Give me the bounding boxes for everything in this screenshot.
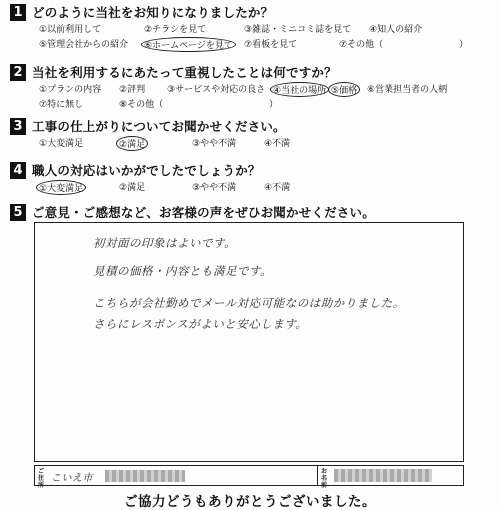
option-4-selected[interactable]: ④当社の場所 <box>270 82 329 97</box>
option-other-close: ） <box>269 100 279 110</box>
redacted-address <box>105 470 185 482</box>
option-4[interactable]: ④不満 <box>264 139 291 149</box>
name-label: お名前 <box>320 468 327 489</box>
question-number: 2 <box>10 64 26 81</box>
comment-line: 見積の価格・内容とも満足です。 <box>93 264 273 278</box>
comment-box[interactable] <box>34 222 464 462</box>
option-1[interactable]: ①大変満足 <box>39 139 84 149</box>
option-3[interactable]: ③サービスや対応の良さ <box>167 85 266 95</box>
option-5[interactable]: ⑤管理会社からの紹介 <box>39 40 129 50</box>
options-row <box>39 37 494 52</box>
address-label: ご住所 <box>37 468 44 489</box>
question-text: ご意見・ご感想など、お客様の声をぜひお聞かせください。 <box>32 205 375 220</box>
question-text: 工事の仕上がりについてお聞かせください。 <box>32 119 286 134</box>
option-other[interactable]: ⑧その他（ <box>119 100 164 110</box>
option-2-selected[interactable]: ②満足 <box>116 136 148 151</box>
question-2 <box>10 62 494 112</box>
option-3[interactable]: ③やや不満 <box>192 139 237 149</box>
option-7[interactable]: ⑦看板を見て <box>244 40 298 50</box>
options-row <box>39 82 494 97</box>
address-value: こいえ市 <box>51 473 93 484</box>
question-text: 職人の対応はいかがでしたでしょうか？ <box>32 163 261 178</box>
name-cell[interactable] <box>318 466 463 489</box>
option-1[interactable]: ①プランの内容 <box>39 85 102 95</box>
option-4[interactable]: ④不満 <box>264 183 291 193</box>
option-6[interactable]: ⑥営業担当者の人柄 <box>367 85 448 95</box>
option-2[interactable]: ②評判 <box>119 85 146 95</box>
question-5 <box>10 202 494 222</box>
option-5-selected[interactable]: ⑤価格 <box>328 82 360 97</box>
question-4 <box>10 160 494 195</box>
question-number: 5 <box>10 204 26 221</box>
options-row <box>39 97 494 112</box>
option-2[interactable]: ②チラシを見て <box>144 25 207 35</box>
option-1[interactable]: ①以前利用して <box>39 25 102 35</box>
question-text: 当社を利用するにあたって重視したことは何ですか？ <box>32 65 337 80</box>
option-other[interactable]: ⑦その他（ <box>339 40 384 50</box>
question-text: どのように当社をお知りになりましたか？ <box>32 5 274 20</box>
redacted-name <box>334 469 432 482</box>
options-row <box>39 22 494 37</box>
option-1-selected[interactable]: ①大変満足 <box>36 180 86 195</box>
option-3[interactable]: ③やや不満 <box>192 183 237 193</box>
comment-line: さらにレスポンスがよいと安心します。 <box>93 317 308 331</box>
question-number: 1 <box>10 4 26 21</box>
question-1 <box>10 2 494 52</box>
comment-line: 初対面の印象はよいです。 <box>93 236 237 250</box>
option-other-close: ） <box>459 40 469 50</box>
address-cell[interactable] <box>35 466 318 489</box>
comment-line: こちらが会社勤めでメール対応可能なのは助かりました。 <box>93 296 405 310</box>
option-3[interactable]: ③雑誌・ミニコミ誌を見て <box>244 25 352 35</box>
question-number: 4 <box>10 162 26 179</box>
question-3 <box>10 116 494 151</box>
options-row <box>39 136 494 151</box>
thanks-message: ご協力どうもありがとうございました。 <box>124 494 376 510</box>
option-4[interactable]: ④知人の紹介 <box>369 25 423 35</box>
option-2[interactable]: ②満足 <box>119 183 146 193</box>
options-row <box>39 180 494 195</box>
option-7[interactable]: ⑦特に無し <box>39 100 84 110</box>
customer-info-row <box>34 465 464 489</box>
option-6-selected[interactable]: ⑥ホームページを見て <box>141 37 236 52</box>
question-number: 3 <box>10 118 26 135</box>
